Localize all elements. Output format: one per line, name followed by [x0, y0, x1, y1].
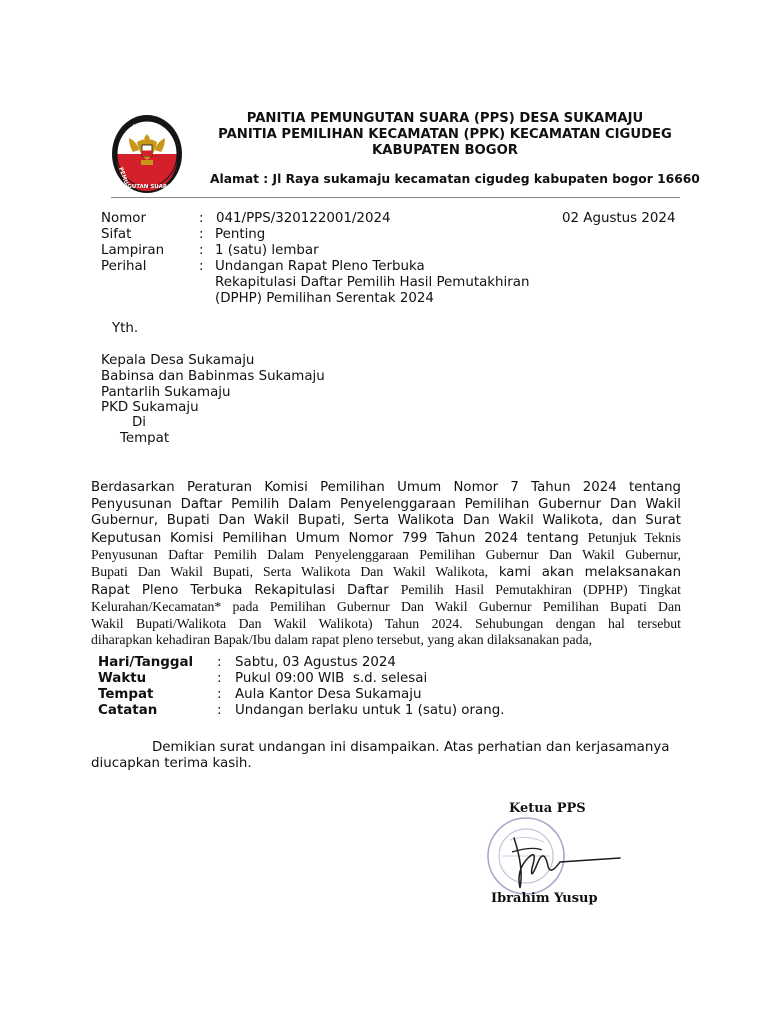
- body-line-4b: Petunjuk Teknis: [587, 529, 681, 545]
- recipient-di: Di: [132, 415, 147, 430]
- meta-perihal-cont-2: (DPHP) Pemilihan Serentak 2024: [215, 291, 434, 306]
- logo-text-left: PEMU: [117, 166, 129, 186]
- body-line-10: diharapkan kehadiran Bapak/Ibu dalam rapat pleno tersebut, yang akan dilaksanakan pada,: [91, 632, 593, 648]
- kpu-logo: [111, 114, 183, 194]
- body-line-3: Gubernur, Bupati Dan Wakil Bupati, Serta Walikota Dan Wakil Walikota, dan Surat: [91, 513, 681, 529]
- event-label-hari: Hari/Tanggal: [98, 655, 194, 670]
- signatory-name: Ibrahim Yusup: [491, 891, 598, 906]
- event-label-catatan: Catatan: [98, 703, 158, 718]
- body-line-1: Berdasarkan Peraturan Komisi Pemilihan Umum Nomor 7 Tahun 2024 tentang: [91, 480, 681, 495]
- body-line-2: Penyusunan Daftar Pemilih Dalam Penyelenggaraan Pemilihan Gubernur Dan Wakil: [91, 496, 681, 512]
- recipient-1: Kepala Desa Sukamaju: [101, 353, 255, 368]
- logo-text-top: PANITIA: [132, 123, 162, 131]
- event-value-waktu: Pukul 09:00 WIB s.d. selesai: [235, 671, 428, 686]
- body-line-5: Penyusunan Daftar Pemilih Dalam Penyelenggaraan Pemilihan Gubernur Dan Wakil Gubernur,: [91, 547, 681, 563]
- body-line-4a: Keputusan Komisi Pemilihan Umum Nomor 799 Tahun 2024 tentang: [91, 530, 579, 546]
- body-line-7b: Pemilih Hasil Pemutakhiran (DPHP) Tingkat: [400, 581, 682, 597]
- meta-value-lampiran: 1 (satu) lembar: [215, 243, 319, 258]
- event-label-waktu: Waktu: [98, 671, 147, 686]
- event-sep-tempat: :: [217, 687, 222, 702]
- event-sep-hari: :: [217, 655, 222, 670]
- recipient-tempat: Tempat: [120, 431, 170, 446]
- event-label-tempat: Tempat: [98, 687, 154, 702]
- meta-sep-perihal: :: [199, 259, 204, 274]
- logo-text-bottom: NGUTAN SUARA: [122, 184, 172, 190]
- event-value-hari: Sabtu, 03 Agustus 2024: [235, 655, 396, 670]
- letterhead-line-1: PANITIA PEMUNGUTAN SUARA (PPS) DESA SUKAMAJU: [246, 111, 644, 126]
- body-line-7a: Rapat Pleno Terbuka Rekapitulasi Daftar: [91, 582, 389, 598]
- body-line-7: [91, 582, 681, 600]
- letterhead-line-3: KABUPATEN BOGOR: [372, 143, 518, 158]
- meta-sep-lampiran: :: [199, 243, 204, 258]
- meta-perihal-cont-1: Rekapitulasi Daftar Pemilih Hasil Pemutakhiran: [215, 275, 530, 290]
- body-line-6b: kami akan melaksanakan: [498, 564, 682, 580]
- letter-date: 02 Agustus 2024: [562, 211, 676, 226]
- recipient-2: Babinsa dan Babinmas Sukamaju: [101, 369, 325, 384]
- letterhead-divider: [111, 197, 680, 198]
- meta-label-perihal: Perihal: [101, 259, 147, 274]
- meta-value-perihal: Undangan Rapat Pleno Terbuka: [215, 259, 425, 274]
- meta-value-nomor: 041/PPS/320122001/2024: [216, 211, 391, 226]
- event-value-catatan: Undangan berlaku untuk 1 (satu) orang.: [235, 703, 505, 718]
- closing-line-2: diucapkan terima kasih.: [91, 756, 252, 771]
- closing-line-1: Demikian surat undangan ini disampaikan. Atas perhatian dan kerjasamanya: [152, 740, 670, 755]
- event-value-tempat: Aula Kantor Desa Sukamaju: [235, 687, 422, 702]
- recipient-3: Pantarlih Sukamaju: [101, 385, 231, 400]
- letterhead-address: Alamat : Jl Raya sukamaju kecamatan cigudeg kabupaten bogor 16660: [210, 172, 700, 186]
- meta-sep-sifat: :: [199, 227, 204, 242]
- body-paragraph: [91, 480, 681, 649]
- body-line-9: Wakil Bupati/Walikota Dan Wakil Walikota) Tahun 2024. Sehubungan dengan hal tersebut: [91, 615, 681, 631]
- meta-value-sifat: Penting: [215, 227, 266, 242]
- meta-label-nomor: Nomor: [101, 211, 146, 226]
- body-line-8: Kelurahan/Kecamatan* pada Pemilihan Gubernur Dan Wakil Gubernur Pemilihan Bupati Dan: [91, 599, 681, 615]
- recipient-4: PKD Sukamaju: [101, 400, 199, 415]
- body-line-6a: Bupati Dan Wakil Bupati, Serta Walikota Dan Wakil Walikota,: [91, 563, 489, 579]
- event-sep-catatan: :: [217, 703, 222, 718]
- salutation: Yth.: [112, 321, 139, 336]
- meta-label-lampiran: Lampiran: [101, 243, 165, 258]
- event-sep-waktu: :: [217, 671, 222, 686]
- body-line-4: [91, 530, 681, 548]
- meta-sep-nomor: :: [199, 211, 204, 226]
- meta-label-sifat: Sifat: [101, 227, 132, 242]
- signature-title: Ketua PPS: [509, 801, 586, 816]
- body-line-6: [91, 564, 681, 582]
- letterhead-line-2: PANITIA PEMILIHAN KECAMATAN (PPK) KECAMATAN CIGUDEG: [218, 127, 672, 142]
